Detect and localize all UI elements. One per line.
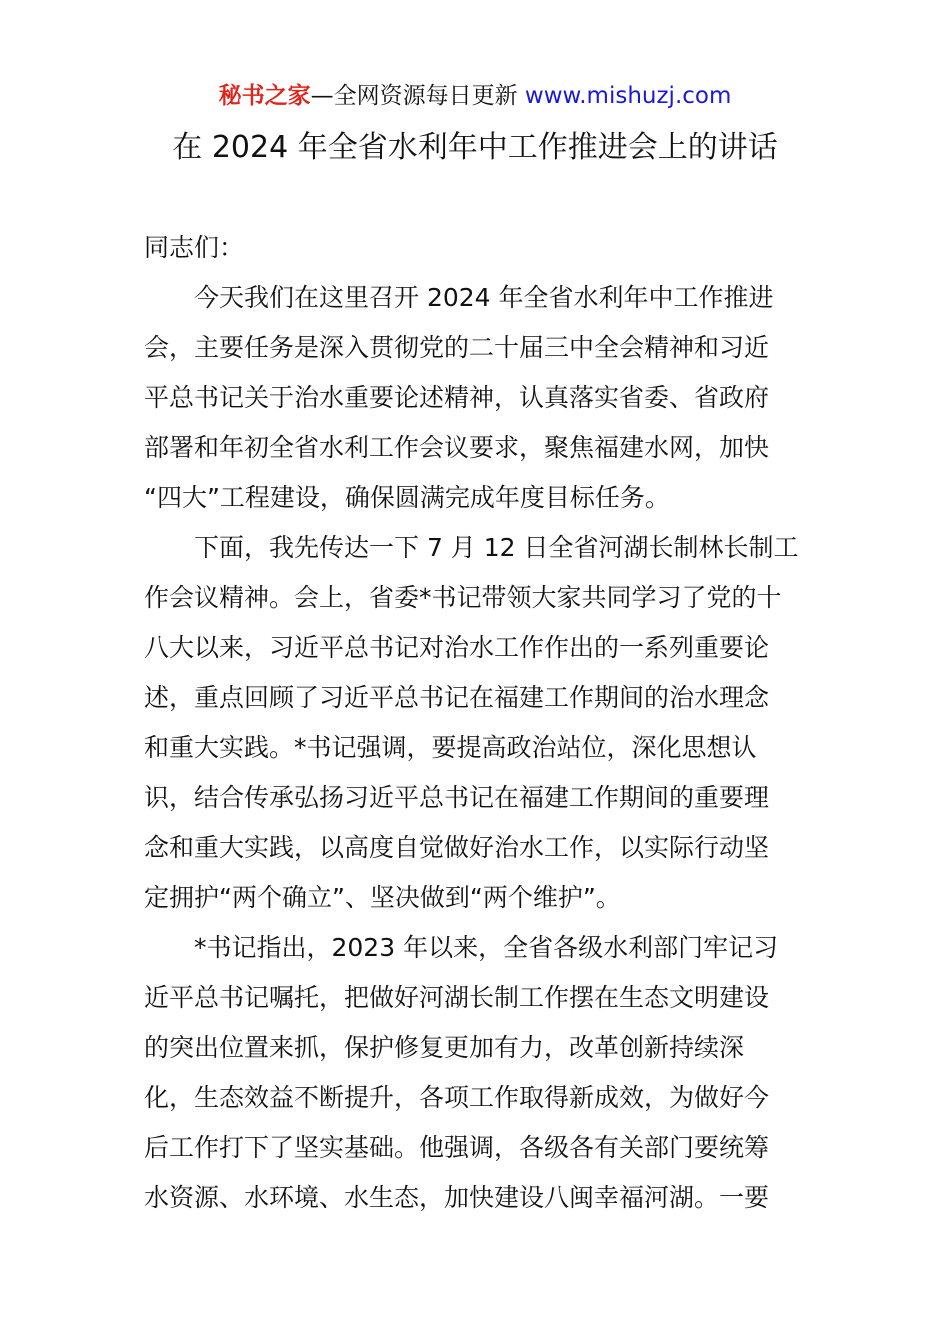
brand-name: 秘书之家 [218,83,311,109]
salutation: 同志们： [144,233,245,262]
text-line: 和重大实践。*书记强调，要提高政治站位，深化思想认 [144,733,757,762]
text-line: 识，结合传承弘扬习近平总书记在福建工作期间的重要理 [144,783,770,812]
text-line: 会，主要任务是深入贯彻党的二十届三中全会精神和习近 [144,333,770,362]
text-line: 述，重点回顾了习近平总书记在福建工作期间的治水理念 [144,683,770,712]
text-line: 后工作打下了坚实基础。他强调，各级各有关部门要统筹 [144,1133,770,1162]
text-line: 化，生态效益不断提升，各项工作取得新成效，为做好今 [144,1083,770,1112]
document-title: 在 2024 年全省水利年中工作推进会上的讲话 [172,130,778,165]
text-line: *书记指出，2023 年以来，全省各级水利部门牢记习 [144,933,779,962]
text-line: “四大”工程建设，确保圆满完成年度目标任务。 [144,483,670,512]
header-slogan: —全网资源每日更新 [310,83,525,109]
text-line: 水资源、水环境、水生态，加快建设八闽幸福河湖。一要 [144,1183,770,1212]
text-line: 的突出位置来抓，保护修复更加有力，改革创新持续深 [144,1033,745,1062]
text-line: 定拥护“两个确立”、坚决做到“两个维护”。 [144,883,621,912]
site-url-link[interactable]: www.mishuzj.com [524,83,732,109]
text-line: 八大以来，习近平总书记对治水工作作出的一系列重要论 [144,633,770,662]
text-line: 下面，我先传达一下 7 月 12 日全省河湖长制林长制工 [144,533,799,562]
text-line: 平总书记关于治水重要论述精神，认真落实省委、省政府 [144,383,770,412]
text-line: 今天我们在这里召开 2024 年全省水利年中工作推进 [144,283,774,312]
document-body [144,223,808,1223]
text-line: 念和重大实践，以高度自觉做好治水工作，以实际行动坚 [144,833,770,862]
text-line: 近平总书记嘱托，把做好河湖长制工作摆在生态文明建设 [144,983,770,1012]
site-header [0,80,950,112]
text-line: 作会议精神。会上，省委*书记带领大家共同学习了党的十 [144,583,782,612]
text-line: 部署和年初全省水利工作会议要求，聚焦福建水网，加快 [144,433,770,462]
